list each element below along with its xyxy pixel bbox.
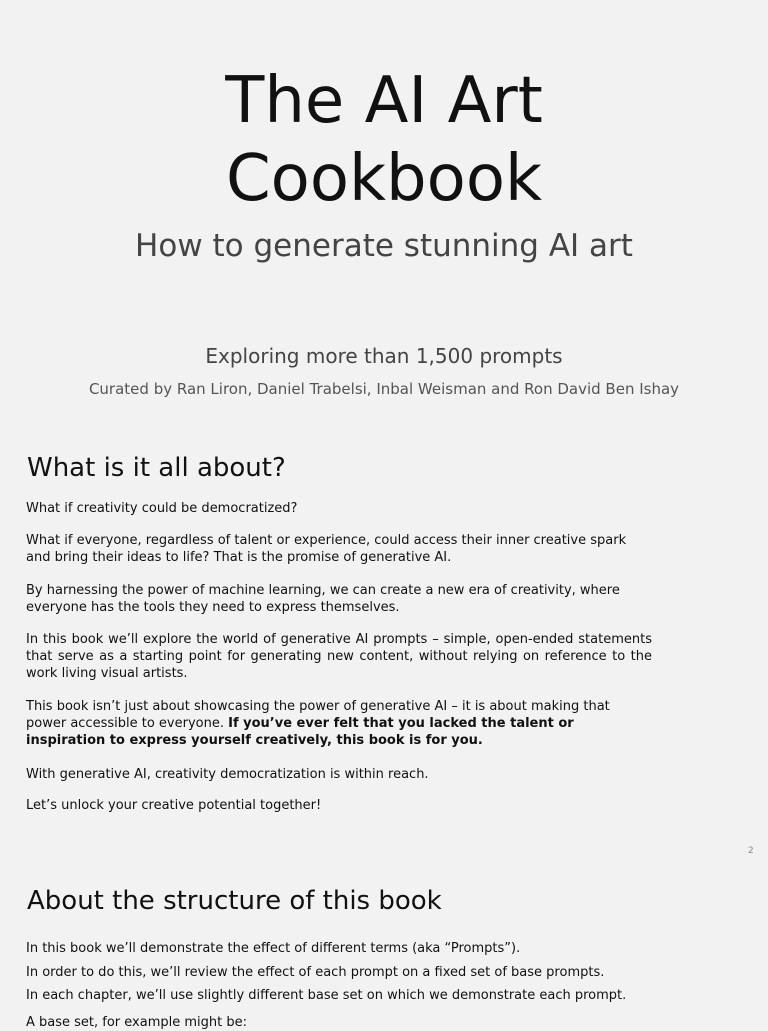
about-paragraph-4: In this book we’ll explore the world of generative AI prompts – simple, open-ended statements that serve as a starting point for generating new content, without relying on reference to the work living visual artists. — [26, 632, 652, 681]
curators-line: Curated by Ran Liron, Daniel Trabelsi, Inbal Weisman and Ron David Ben Ishay — [88, 380, 680, 398]
about-paragraph-1: What if creativity could be democratized? — [26, 501, 298, 516]
book-title — [0, 62, 768, 218]
structure-line-3: In each chapter, we’ll use slightly different base set on which we demonstrate each prompt. — [26, 988, 627, 1003]
structure-line-1: In this book we’ll demonstrate the effect of different terms (aka “Prompts”). — [26, 941, 521, 956]
about-paragraph-5-normal: This book isn’t just about showcasing the power of generative AI – it is about making that power accessible to everyone. — [26, 699, 610, 731]
about-paragraph-6: With generative AI, creativity democratization is within reach. — [26, 767, 429, 782]
exploring-text: Exploring more than 1,500 prompts — [205, 344, 563, 368]
about-paragraph-2: What if everyone, regardless of talent or experience, could access their inner creative spark and bring their ideas to life? That is the promise of generative AI. — [26, 533, 627, 565]
about-paragraph-3: By harnessing the power of machine learning, we can create a new era of creativity, where everyone has the tools they need to express themselves. — [26, 583, 620, 615]
structure-line-2: In order to do this, we’ll review the effect of each prompt on a fixed set of base prompts. — [26, 965, 605, 980]
section-heading-structure: About the structure of this book — [27, 886, 442, 916]
book-title-line-1: The AI Art — [225, 64, 543, 138]
page-number: 2 — [748, 846, 754, 856]
section-heading-about: What is it all about? — [27, 453, 286, 483]
book-title-line-2: Cookbook — [225, 142, 543, 216]
about-paragraph-7: Let’s unlock your creative potential together! — [26, 798, 322, 813]
book-subtitle: How to generate stunning AI art — [135, 228, 633, 264]
about-paragraph-5 — [26, 698, 652, 749]
about-paragraph-5-bold: If you’ve ever felt that you lacked the talent or inspiration to express yourself creatively, this book is for you. — [26, 716, 574, 748]
structure-line-4: A base set, for example might be: — [26, 1015, 247, 1030]
